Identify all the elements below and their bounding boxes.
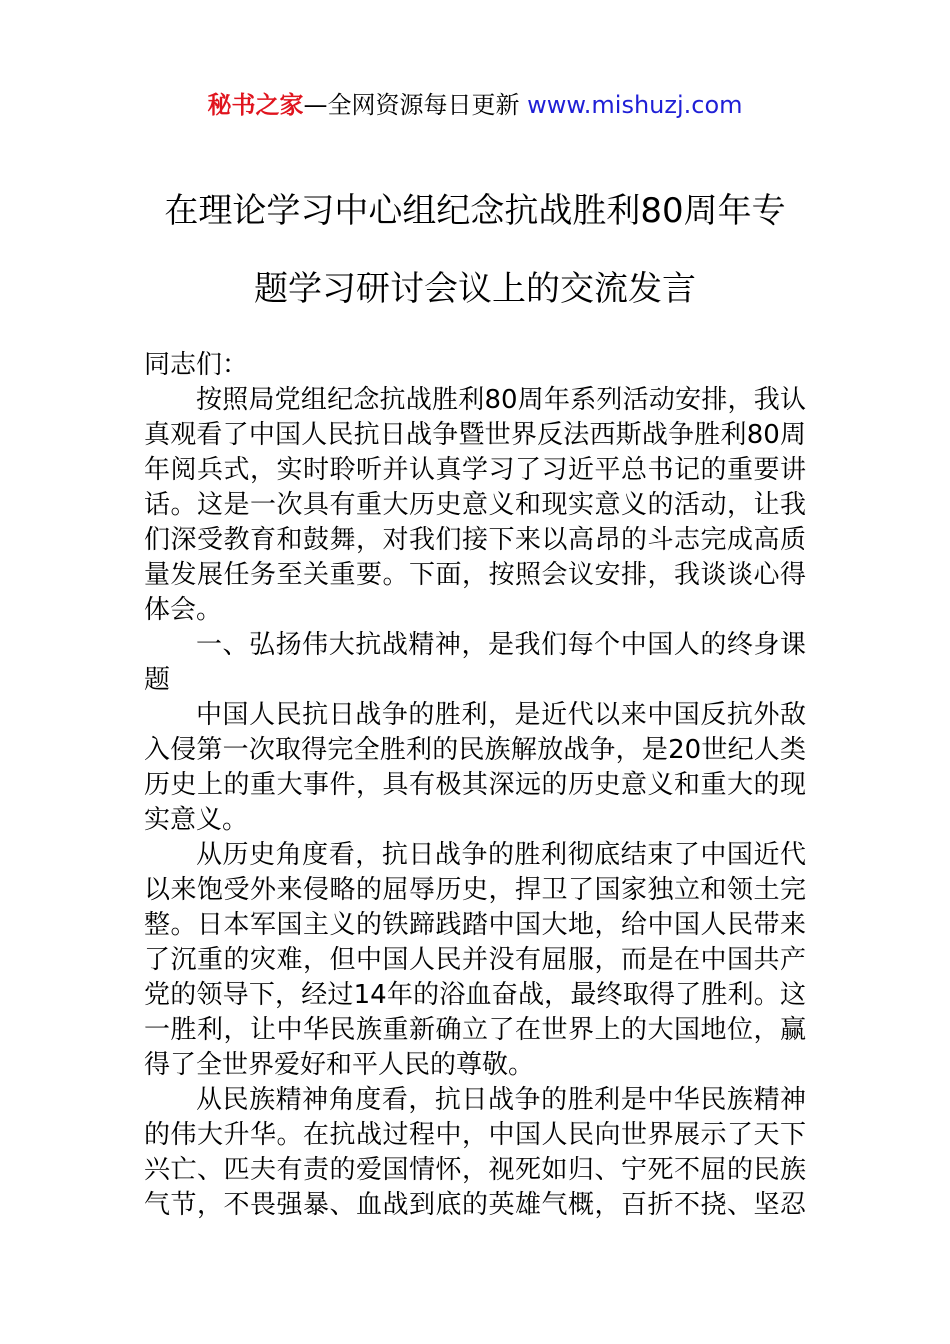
paragraph-line: 党的领导下，经过14年的浴血奋战，最终取得了胜利。这 <box>144 980 806 1010</box>
paragraph-line: 一胜利，让中华民族重新确立了在世界上的大国地位，赢 <box>144 1015 806 1045</box>
paragraph-line: 年阅兵式，实时聆听并认真学习了习近平总书记的重要讲 <box>144 455 806 485</box>
title-line: 题学习研讨会议上的交流发言 <box>254 269 696 309</box>
paragraph-line: 的伟大升华。在抗战过程中，中国人民向世界展示了天下 <box>144 1120 806 1150</box>
paragraph-line: 真观看了中国人民抗日战争暨世界反法西斯战争胜利80周 <box>144 420 806 450</box>
paragraph <box>144 1083 806 1223</box>
paragraph-line: 以来饱受外来侵略的屈辱历史，捍卫了国家独立和领土完 <box>144 875 806 905</box>
paragraph-line: 从历史角度看，抗日战争的胜利彻底结束了中国近代 <box>196 840 806 870</box>
paragraph-line: 气节，不畏强暴、血战到底的英雄气概，百折不挠、坚忍 <box>144 1190 806 1220</box>
paragraph-line: 体会。 <box>144 595 223 625</box>
paragraph-line: 得了全世界爱好和平人民的尊敬。 <box>144 1050 535 1080</box>
paragraph-line: 们深受教育和鼓舞，对我们接下来以高昂的斗志完成高质 <box>144 525 806 555</box>
site-url-link[interactable]: www.mishuzj.com <box>527 91 743 119</box>
paragraph-line: 实意义。 <box>144 805 249 835</box>
paragraph-line: 从民族精神角度看，抗日战争的胜利是中华民族精神 <box>196 1085 806 1115</box>
site-tagline: —全网资源每日更新 <box>303 91 520 119</box>
site-header <box>0 88 950 122</box>
site-brand: 秘书之家 <box>207 91 304 119</box>
paragraph-line: 中国人民抗日战争的胜利，是近代以来中国反抗外敌 <box>196 700 806 730</box>
section-heading-line: 一、弘扬伟大抗战精神，是我们每个中国人的终身课 <box>196 630 806 660</box>
paragraph-line: 入侵第一次取得完全胜利的民族解放战争，是20世纪人类 <box>144 735 806 765</box>
document-title <box>144 183 806 317</box>
paragraph-line: 兴亡、匹夫有责的爱国情怀，视死如归、宁死不屈的民族 <box>144 1155 806 1185</box>
paragraph-line: 量发展任务至关重要。下面，按照会议安排，我谈谈心得 <box>144 560 806 590</box>
section-heading-line: 题 <box>144 665 171 695</box>
paragraph <box>144 383 806 628</box>
paragraph-line: 整。日本军国主义的铁蹄践踏中国大地，给中国人民带来 <box>144 910 806 940</box>
paragraph-line: 了沉重的灾难，但中国人民并没有屈服，而是在中国共产 <box>144 945 806 975</box>
title-line: 在理论学习中心组纪念抗战胜利80周年专 <box>164 191 786 231</box>
paragraph-line: 话。这是一次具有重大历史意义和现实意义的活动，让我 <box>144 490 806 520</box>
paragraph <box>144 838 806 1083</box>
paragraph <box>144 698 806 838</box>
paragraph-line: 按照局党组纪念抗战胜利80周年系列活动安排，我认 <box>196 385 806 415</box>
section-heading <box>144 628 806 698</box>
document-body <box>144 348 806 1223</box>
paragraph-line: 历史上的重大事件，具有极其深远的历史意义和重大的现 <box>144 770 806 800</box>
salutation: 同志们： <box>144 350 249 380</box>
